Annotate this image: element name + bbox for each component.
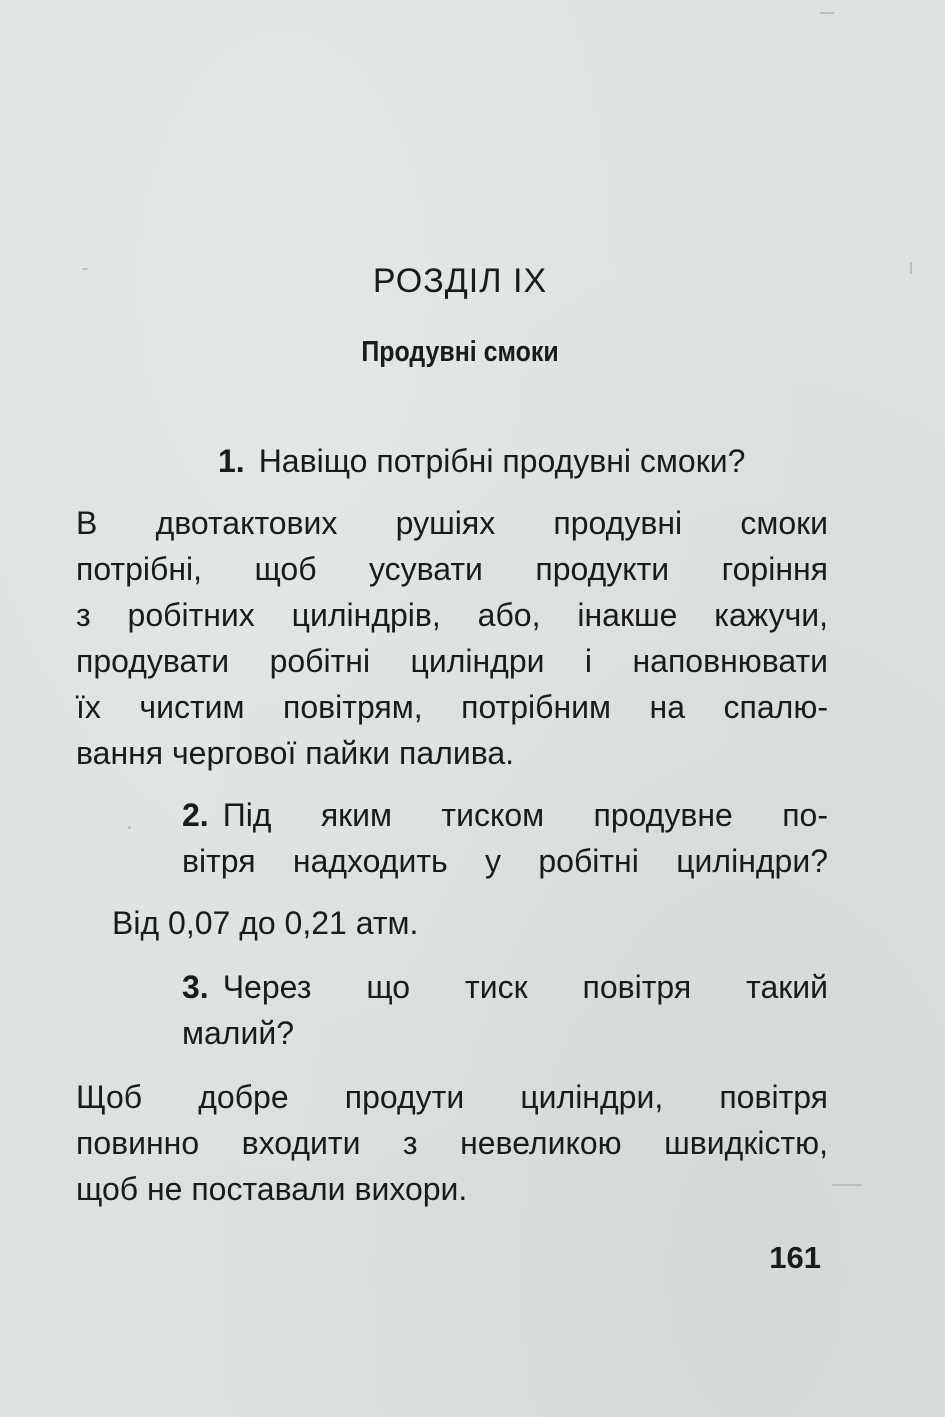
- question-3: [182, 964, 828, 1056]
- answer-2-text: Від 0,07 до 0,21 атм.: [112, 905, 419, 941]
- page-number: 161: [769, 1240, 821, 1275]
- answer-3-line-3: щоб не поставали вихори.: [76, 1171, 468, 1207]
- answer-1: [76, 500, 828, 776]
- answer-1-line-1: В двотактових рушіях продувні смоки: [76, 505, 828, 541]
- question-3-number: 3.: [182, 969, 209, 1005]
- answer-3-line-1: Щоб добре продути циліндри, повітря: [76, 1079, 828, 1115]
- scan-speck: [820, 12, 834, 14]
- question-2-number: 2.: [182, 797, 209, 833]
- answer-1-line-2: потрібні, щоб усувати продукти горіння: [76, 551, 828, 587]
- answer-1-line-3: з робітних циліндрів, або, інакше кажучи,: [76, 597, 828, 633]
- answer-3: [76, 1074, 828, 1212]
- scan-speck: [128, 826, 131, 829]
- answer-3-line-2: повинно входити з невеликою швидкістю,: [76, 1125, 828, 1161]
- chapter-heading: РОЗДІЛ IX: [372, 262, 548, 300]
- question-1-text: Навіщо потрібні продувні смоки?: [258, 443, 746, 479]
- question-3-line-1: [182, 964, 828, 1010]
- answer-1-line-5: їх чистим повітрям, потрібним на спалю-: [76, 689, 828, 725]
- question-2: [182, 792, 828, 884]
- scan-speck: [910, 262, 912, 274]
- question-2-line-1: [182, 792, 828, 838]
- question-1-number: 1.: [218, 443, 245, 479]
- scan-speck: [82, 268, 88, 270]
- question-3-text-2: малий?: [182, 1015, 295, 1051]
- answer-1-line-4: продувати робітні циліндри і наповнювати: [76, 643, 828, 679]
- question-1: [218, 438, 828, 484]
- answer-1-line-6: вання чергової пайки палива.: [76, 735, 515, 771]
- question-2-text-2: вітря надходить у робітні циліндри?: [182, 843, 828, 879]
- section-title: Продувні смоки: [361, 336, 559, 368]
- question-1-line: [218, 438, 828, 484]
- question-2-text-1: Під яким тиском продувне по-: [222, 797, 828, 833]
- question-3-text-1: Через що тиск повітря такий: [222, 969, 828, 1005]
- scan-speck: [832, 1184, 862, 1186]
- answer-2: [112, 900, 828, 946]
